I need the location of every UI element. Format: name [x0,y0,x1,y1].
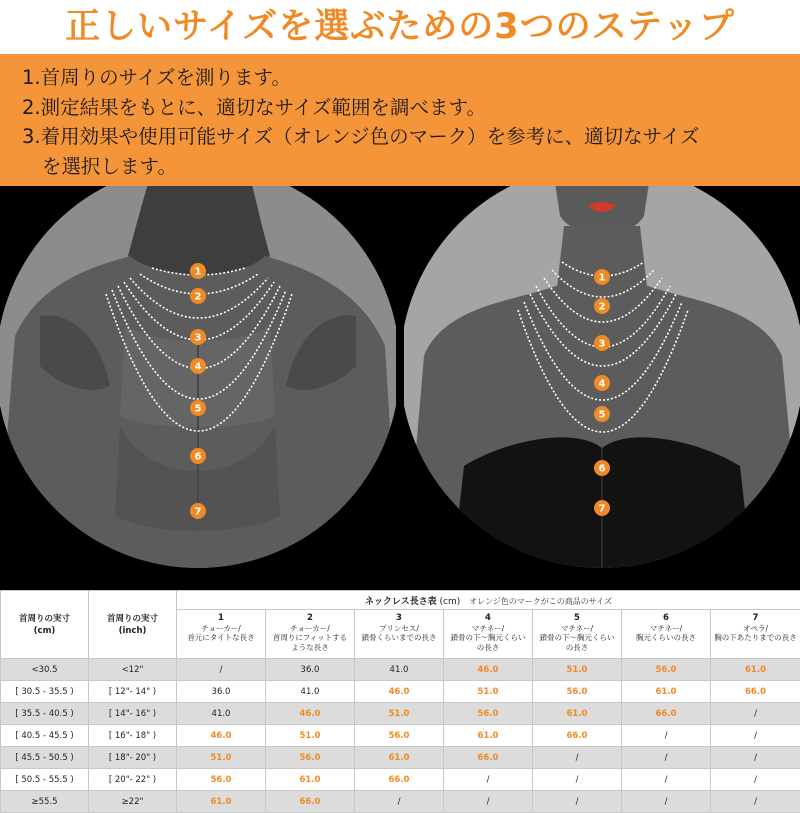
column-header-7 [711,610,800,659]
length-cell: 41.0 [355,659,444,681]
female-marker-label-4: 4 [599,379,606,390]
length-cell: / [533,769,622,791]
female-marker-label-5: 5 [599,410,606,421]
neck-inch-cell: [ 16"- 18" ) [89,725,177,747]
length-cell: / [622,725,711,747]
length-cell: / [177,659,266,681]
female-marker-label-6: 6 [599,464,606,475]
length-cell: 46.0 [444,659,533,681]
step-1: 1.首周りのサイズを測ります。 [22,63,800,93]
column-number: 6 [622,614,710,624]
length-cell: / [622,769,711,791]
length-cell: 61.0 [711,659,800,681]
length-cell: / [444,791,533,813]
column-header-6 [622,610,711,659]
length-cell: 56.0 [622,659,711,681]
column-number: 1 [177,614,265,624]
neck-cm-cell: [ 35.5 - 40.5 ) [1,703,89,725]
neck-cm-cell: [ 30.5 - 35.5 ) [1,681,89,703]
length-cell: 41.0 [266,681,355,703]
length-cell: 46.0 [355,681,444,703]
length-cell: 41.0 [177,703,266,725]
length-cell: 66.0 [711,681,800,703]
length-cell: 46.0 [177,725,266,747]
length-cell: 56.0 [355,725,444,747]
male-marker-label-1: 1 [195,267,202,278]
length-cell: 61.0 [533,703,622,725]
female-marker-label-3: 3 [599,339,606,350]
column-header-2 [266,610,355,659]
neck-inch-cell: [ 20"- 22" ) [89,769,177,791]
female-marker-label-2: 2 [599,302,606,313]
length-cell: 51.0 [177,747,266,769]
length-cell: 66.0 [355,769,444,791]
neck-inch-cell: [ 18"- 20" ) [89,747,177,769]
length-cell: / [622,747,711,769]
illustration-panel [0,186,800,590]
table-row [1,681,800,703]
length-cell: / [711,703,800,725]
neck-cm-cell: ≥55.5 [1,791,89,813]
male-marker-label-2: 2 [195,292,202,303]
column-label: マチネー/ 胸元くらいの長さ [636,624,696,643]
step-3-cont: を選択します。 [22,152,800,182]
length-cell: 51.0 [266,725,355,747]
column-label: マチネー/ 鎖骨の下〜胸元くらい の長さ [451,624,526,652]
necklace-size-table [0,590,800,800]
table-row [1,659,800,681]
male-figure-illustration [0,186,396,590]
female-marker-label-7: 7 [599,504,606,515]
male-marker-label-6: 6 [195,452,202,463]
female-figure-illustration [404,186,800,590]
length-cell: 56.0 [177,769,266,791]
column-number: 3 [355,614,443,624]
column-number: 2 [266,614,354,624]
length-cell: 51.0 [444,681,533,703]
table-row [1,769,800,791]
table-row [1,725,800,747]
neck-cm-cell: <30.5 [1,659,89,681]
length-cell: / [711,725,800,747]
length-cell: 66.0 [622,703,711,725]
length-cell: / [355,791,444,813]
length-cell: 36.0 [177,681,266,703]
length-cell: 61.0 [177,791,266,813]
neck-inch-cell: <12" [89,659,177,681]
male-marker-label-7: 7 [195,507,202,518]
column-label: チョーカー/ 首元にタイトな長さ [187,624,254,643]
column-label: マチネー/ 鎖骨の下〜胸元くらい の長さ [540,624,615,652]
male-marker-label-5: 5 [195,404,202,415]
column-number: 5 [533,614,621,624]
length-cell: 46.0 [266,703,355,725]
header-necklace-length: ネックレス長さ表 (cm) オレンジ色のマークがこの商品のサイズ [177,591,800,610]
neck-cm-cell: [ 50.5 - 55.5 ) [1,769,89,791]
header-neck-cm: 首周りの実寸 (cm) [1,591,89,659]
length-cell: 61.0 [622,681,711,703]
column-label: プリンセス/ 鎖骨くらいまでの長さ [362,624,437,643]
neck-cm-cell: [ 40.5 - 45.5 ) [1,725,89,747]
length-cell: / [711,769,800,791]
length-cell: 56.0 [266,747,355,769]
male-marker-label-4: 4 [195,362,202,373]
length-cell: 56.0 [444,703,533,725]
column-header-1 [177,610,266,659]
length-cell: 51.0 [355,703,444,725]
step-3: 3.着用効果や使用可能サイズ（オレンジ色のマーク）を参考に、適切なサイズ [22,122,800,152]
length-cell: 66.0 [266,791,355,813]
table-row [1,791,800,813]
neck-inch-cell: ≥22" [89,791,177,813]
page-title: 正しいサイズを選ぶための3つのステップ [0,0,800,54]
length-cell: 51.0 [533,659,622,681]
length-cell: / [533,747,622,769]
length-cell: / [622,791,711,813]
length-cell: 61.0 [266,769,355,791]
length-cell: 66.0 [533,725,622,747]
length-cell: 61.0 [355,747,444,769]
neck-inch-cell: [ 12"- 14" ) [89,681,177,703]
size-table [0,590,800,813]
neck-cm-cell: [ 45.5 - 50.5 ) [1,747,89,769]
header-neck-inch: 首周りの実寸 (inch) [89,591,177,659]
column-header-3 [355,610,444,659]
steps-panel [0,54,800,186]
column-number: 4 [444,614,532,624]
length-cell: 56.0 [533,681,622,703]
table-row [1,747,800,769]
length-cell: / [444,769,533,791]
length-cell: 61.0 [444,725,533,747]
length-cell: / [533,791,622,813]
length-cell: / [711,791,800,813]
neck-inch-cell: [ 14"- 16" ) [89,703,177,725]
length-cell: / [711,747,800,769]
step-2: 2.測定結果をもとに、適切なサイズ範囲を調べます。 [22,93,800,123]
column-header-4 [444,610,533,659]
male-marker-label-3: 3 [195,333,202,344]
column-label: チョーカー/ 首周りにフィットする ような長さ [273,624,347,652]
column-header-5 [533,610,622,659]
column-number: 7 [711,614,800,624]
table-row [1,703,800,725]
female-marker-label-1: 1 [599,273,606,284]
length-cell: 66.0 [444,747,533,769]
length-cell: 36.0 [266,659,355,681]
column-label: オペラ/ 胸の下あたりまでの長さ [714,624,797,643]
